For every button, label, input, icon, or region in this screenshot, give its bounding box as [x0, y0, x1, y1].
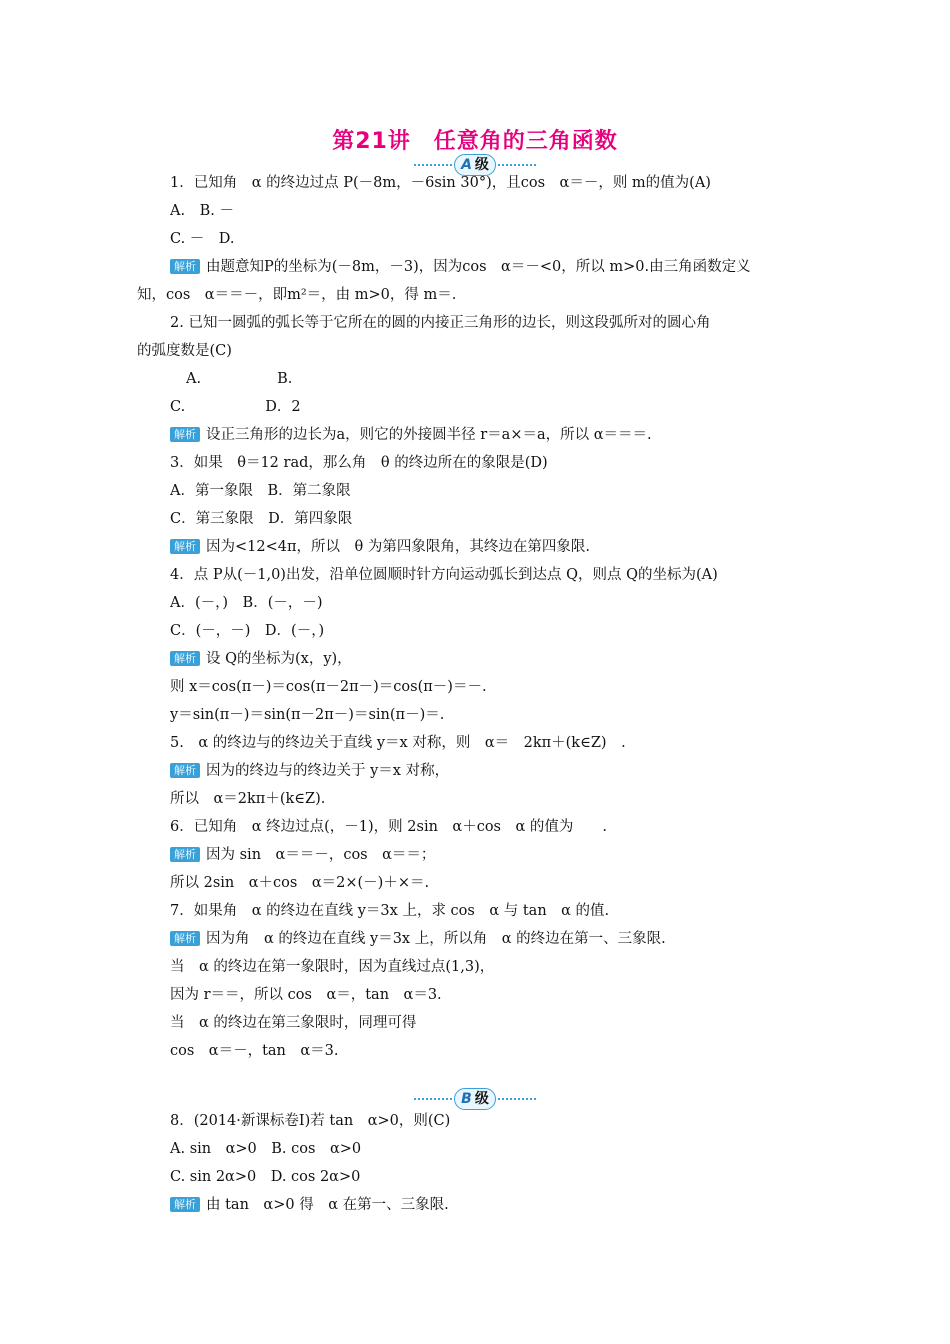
- level-a-text: 级: [474, 157, 489, 173]
- text-line: C．(－，－) D．(－，): [170, 623, 325, 639]
- divider-left: [414, 164, 452, 166]
- divider-right: [498, 164, 536, 166]
- analysis-text: 由题意知P的坐标为(－8m，－3)，因为cos α＝－<0，所以 m>0.由三角函数定义: [206, 259, 751, 275]
- text-line: A．(－，) B．(－，－): [170, 595, 323, 611]
- level-a-letter: A: [461, 157, 472, 173]
- level-b-header: [0, 1088, 950, 1112]
- text-line: 所以 2sin α＋cos α＝2×(－)＋×＝.: [170, 875, 430, 891]
- text-line: 因为 r＝＝，所以 cos α＝，tan α＝3.: [170, 987, 442, 1003]
- option-d: D．2: [265, 399, 301, 415]
- analysis-line: [170, 929, 666, 949]
- text-line: 则 x＝cos(π－)＝cos(π－2π－)＝cos(π－)＝－.: [170, 679, 487, 695]
- text-line: 8．(2014·新课标卷Ⅰ)若 tan α>0，则(C): [170, 1113, 451, 1129]
- analysis-tag: 解析: [170, 651, 200, 666]
- text-line: A. B. －: [170, 203, 234, 219]
- text-line: A．第一象限 B．第二象限: [170, 483, 351, 499]
- text-line: 的弧度数是(C): [137, 343, 232, 359]
- analysis-text: 因为<12<4π，所以 θ 为第四象限角，其终边在第四象限.: [206, 539, 590, 555]
- analysis-line: [170, 845, 435, 865]
- option-b: B.: [277, 371, 293, 387]
- analysis-tag: 解析: [170, 847, 200, 862]
- text-line: 2. 已知一圆弧的弧长等于它所在的圆的内接正三角形的边长，则这段弧所对的圆心角: [170, 315, 711, 331]
- analysis-line: [170, 649, 352, 669]
- analysis-text: 因为 sin α＝＝－，cos α＝＝；: [206, 847, 436, 863]
- analysis-tag: 解析: [170, 931, 200, 946]
- text-line: [170, 397, 301, 417]
- option-a: A.: [186, 371, 202, 387]
- level-b-letter: B: [461, 1091, 472, 1107]
- level-b-text: 级: [474, 1091, 489, 1107]
- analysis-line: [170, 425, 652, 445]
- text-line: 6．已知角 α 终边过点(，－1)，则 2sin α＋cos α 的值为 .: [170, 819, 608, 835]
- text-line: 1．已知角 α 的终边过点 P(－8m，－6sin 30°)，且cos α＝－，则 m的值为(A): [170, 175, 711, 191]
- analysis-text: 因为角 α 的终边在直线 y＝3x 上，所以角 α 的终边在第一、三象限.: [206, 931, 666, 947]
- text-line: 3．如果 θ＝12 rad，那么角 θ 的终边所在的象限是(D): [170, 455, 548, 471]
- analysis-line: [170, 257, 751, 277]
- text-line: 5. α 的终边与的终边关于直线 y＝x 对称，则 α＝ 2kπ＋(k∈Z) .: [170, 735, 626, 751]
- text-line: C. sin 2α>0 D. cos 2α>0: [170, 1169, 361, 1185]
- text-line: 4．点 P从(－1,0)出发，沿单位圆顺时针方向运动弧长到达点 Q，则点 Q的坐标为(A): [170, 567, 718, 583]
- divider-right: [498, 1098, 536, 1100]
- analysis-tag: 解析: [170, 427, 200, 442]
- analysis-line: [170, 1195, 449, 1215]
- analysis-tag: 解析: [170, 539, 200, 554]
- text-line: 7．如果角 α 的终边在直线 y＝3x 上，求 cos α 与 tan α 的值.: [170, 903, 610, 919]
- text-line: A. sin α>0 B. cos α>0: [170, 1141, 362, 1157]
- text-line: 当 α 的终边在第三象限时，同理可得: [170, 1015, 417, 1031]
- text-line: cos α＝－，tan α＝3.: [170, 1043, 339, 1059]
- text-line: 所以 α＝2kπ＋(k∈Z).: [170, 791, 326, 807]
- text-line: y＝sin(π－)＝sin(π－2π－)＝sin(π－)＝.: [170, 707, 445, 723]
- text-line: [186, 369, 292, 389]
- analysis-text: 由 tan α>0 得 α 在第一、三象限.: [206, 1197, 449, 1213]
- text-line: C. － D.: [170, 231, 235, 247]
- analysis-text: 设正三角形的边长为a，则它的外接圆半径 r＝a×＝a，所以 α＝＝＝.: [206, 427, 652, 443]
- text-line: 知，cos α＝＝－，即m²＝，由 m>0，得 m＝.: [137, 287, 457, 303]
- page-title: 第21讲 任意角的三角函数: [332, 129, 618, 154]
- level-b-badge: [454, 1088, 496, 1110]
- analysis-text: 设 Q的坐标为(x，y)，: [206, 651, 352, 667]
- text-line: C．第三象限 D．第四象限: [170, 511, 353, 527]
- text-line: 当 α 的终边在第一象限时，因为直线过点(1,3)，: [170, 959, 495, 975]
- analysis-line: [170, 537, 590, 557]
- option-c: C.: [170, 399, 186, 415]
- analysis-text: 因为的终边与的终边关于 y＝x 对称，: [206, 763, 450, 779]
- divider-left: [414, 1098, 452, 1100]
- analysis-line: [170, 761, 449, 781]
- analysis-tag: 解析: [170, 259, 200, 274]
- analysis-tag: 解析: [170, 1197, 200, 1212]
- analysis-tag: 解析: [170, 763, 200, 778]
